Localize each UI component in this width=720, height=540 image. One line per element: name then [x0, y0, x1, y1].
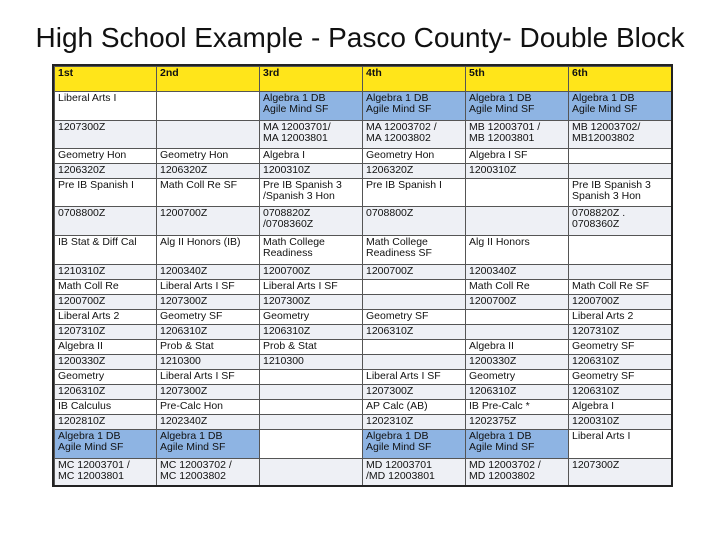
table-cell: IB Pre-Calc * [466, 400, 569, 415]
table-cell [363, 355, 466, 370]
table-cell: 1200700Z [363, 265, 466, 280]
table-cell: 1200330Z [55, 355, 157, 370]
table-cell [260, 385, 363, 400]
table-cell: 1200340Z [157, 265, 260, 280]
table-cell [466, 179, 569, 207]
table-cell: 1200340Z [466, 265, 569, 280]
table-cell [466, 207, 569, 236]
table-cell: Pre-Calc Hon [157, 400, 260, 415]
table-cell: Geometry SF [569, 340, 672, 355]
period-header: 6th [569, 67, 672, 92]
table-cell: Liberal Arts I SF [157, 280, 260, 295]
table-cell: Liberal Arts 2 [569, 310, 672, 325]
table-row [55, 207, 672, 236]
table-row [55, 400, 672, 415]
table-cell: 1200310Z [569, 415, 672, 430]
table-cell: 1206310Z [260, 325, 363, 340]
table-cell: 1206320Z [363, 164, 466, 179]
table-cell: 0708800Z [363, 207, 466, 236]
table-cell: 1206310Z [569, 355, 672, 370]
table-cell: Algebra II [55, 340, 157, 355]
table-row [55, 92, 672, 121]
table-cell: Algebra 1 DB Agile Mind SF [466, 430, 569, 459]
table-cell: IB Calculus [55, 400, 157, 415]
table-cell: 0708800Z [55, 207, 157, 236]
table-cell [569, 164, 672, 179]
table-cell: 1200700Z [569, 295, 672, 310]
table-row [55, 430, 672, 459]
table-cell: Prob & Stat [157, 340, 260, 355]
table-cell: Pre IB Spanish 3 /Spanish 3 Hon [260, 179, 363, 207]
table-row [55, 459, 672, 488]
table-cell: 1202810Z [55, 415, 157, 430]
table-cell: 1206320Z [55, 164, 157, 179]
table-cell: Geometry Hon [55, 149, 157, 164]
table-cell: MA 12003701/ MA 12003801 [260, 121, 363, 149]
table-row [55, 340, 672, 355]
table-cell: Math College Readiness SF [363, 236, 466, 265]
table-cell [569, 236, 672, 265]
table-cell: 1207300Z [157, 295, 260, 310]
table-cell: Geometry SF [157, 310, 260, 325]
table-cell: 1202340Z [157, 415, 260, 430]
table-cell [363, 340, 466, 355]
table-cell: Algebra 1 DB Agile Mind SF [363, 430, 466, 459]
table-cell [569, 149, 672, 164]
table-row [55, 164, 672, 179]
table-cell: Geometry [260, 310, 363, 325]
table-cell [569, 265, 672, 280]
table-row [55, 265, 672, 280]
table-cell: Geometry SF [363, 310, 466, 325]
table-cell: Algebra I [569, 400, 672, 415]
table-cell: Math Coll Re SF [569, 280, 672, 295]
table-cell: Liberal Arts I [55, 92, 157, 121]
table-cell [260, 430, 363, 459]
table-row [55, 355, 672, 370]
table-cell: Liberal Arts I SF [363, 370, 466, 385]
period-header: 2nd [157, 67, 260, 92]
table-cell: 1210310Z [55, 265, 157, 280]
table-cell: 1207300Z [569, 459, 672, 488]
table-cell: 1206310Z [569, 385, 672, 400]
table-row [55, 370, 672, 385]
table-cell: Math Coll Re SF [157, 179, 260, 207]
table-cell: Algebra I [260, 149, 363, 164]
header-row [55, 67, 672, 92]
table-cell: 1207300Z [157, 385, 260, 400]
table-cell: MA 12003702 / MA 12003802 [363, 121, 466, 149]
table-cell: 1206310Z [157, 325, 260, 340]
table-cell: Algebra 1 DB Agile Mind SF [466, 92, 569, 121]
table-row [55, 325, 672, 340]
table-row [55, 236, 672, 265]
table-cell: 1206310Z [466, 385, 569, 400]
table-cell [260, 459, 363, 488]
table-cell: IB Stat & Diff Cal [55, 236, 157, 265]
table-cell [363, 280, 466, 295]
slide-title: High School Example - Pasco County- Double Block [35, 22, 685, 53]
table-row [55, 385, 672, 400]
table-cell: 1207310Z [569, 325, 672, 340]
table-cell: Geometry [55, 370, 157, 385]
table-cell [260, 370, 363, 385]
table-cell [157, 121, 260, 149]
table-cell: Liberal Arts I SF [157, 370, 260, 385]
table-cell: 1200330Z [466, 355, 569, 370]
table-cell: Liberal Arts 2 [55, 310, 157, 325]
table-cell: 1210300 [157, 355, 260, 370]
table-cell: 0708820Z . 0708360Z [569, 207, 672, 236]
table-cell: 1207300Z [55, 121, 157, 149]
table-cell: 1210300 [260, 355, 363, 370]
table-cell: Algebra 1 DB Agile Mind SF [363, 92, 466, 121]
table-cell [260, 415, 363, 430]
table-cell: Math College Readiness [260, 236, 363, 265]
table-cell: 1200310Z [260, 164, 363, 179]
table-cell: 1202375Z [466, 415, 569, 430]
table-row [55, 310, 672, 325]
table-row [55, 149, 672, 164]
table-cell: 1206310Z [55, 385, 157, 400]
table-row [55, 121, 672, 149]
table-cell: 1200700Z [466, 295, 569, 310]
table-row [55, 295, 672, 310]
table-cell: Math Coll Re [55, 280, 157, 295]
table-cell: MD 12003702 / MD 12003802 [466, 459, 569, 488]
table-cell: Algebra 1 DB Agile Mind SF [55, 430, 157, 459]
table-cell: Algebra 1 DB Agile Mind SF [260, 92, 363, 121]
table-cell: MB 12003702/ MB12003802 [569, 121, 672, 149]
table-cell: 1200700Z [55, 295, 157, 310]
table-cell: MC 12003702 / MC 12003802 [157, 459, 260, 488]
table-cell: Algebra II [466, 340, 569, 355]
table-row [55, 179, 672, 207]
table-row [55, 415, 672, 430]
table-cell: Geometry SF [569, 370, 672, 385]
table-cell [466, 325, 569, 340]
table-cell: Algebra 1 DB Agile Mind SF [157, 430, 260, 459]
period-header: 3rd [260, 67, 363, 92]
table-cell: Pre IB Spanish I [55, 179, 157, 207]
table-cell: 1200310Z [466, 164, 569, 179]
table-cell: 1207310Z [55, 325, 157, 340]
schedule-table-container [52, 64, 673, 487]
table-cell [260, 400, 363, 415]
table-cell: Math Coll Re [466, 280, 569, 295]
period-header: 1st [55, 67, 157, 92]
table-cell: 1206310Z [363, 325, 466, 340]
table-cell: 1202310Z [363, 415, 466, 430]
table-cell: MB 12003701 / MB 12003801 [466, 121, 569, 149]
table-cell: 1206320Z [157, 164, 260, 179]
period-header: 4th [363, 67, 466, 92]
table-cell: Alg II Honors (IB) [157, 236, 260, 265]
schedule-table [54, 66, 672, 487]
table-cell: AP Calc (AB) [363, 400, 466, 415]
table-cell: 1207300Z [260, 295, 363, 310]
table-cell: 1200700Z [157, 207, 260, 236]
table-cell: Geometry [466, 370, 569, 385]
table-cell: Prob & Stat [260, 340, 363, 355]
table-cell: MD 12003701 /MD 12003801 [363, 459, 466, 488]
table-cell: Alg II Honors [466, 236, 569, 265]
period-header: 5th [466, 67, 569, 92]
table-cell [466, 310, 569, 325]
table-cell: Geometry Hon [157, 149, 260, 164]
table-cell: 1200700Z [260, 265, 363, 280]
table-cell: Algebra 1 DB Agile Mind SF [569, 92, 672, 121]
table-row [55, 280, 672, 295]
table-cell [157, 92, 260, 121]
table-cell: MC 12003701 / MC 12003801 [55, 459, 157, 488]
table-cell: Liberal Arts I [569, 430, 672, 459]
schedule-table-body [55, 92, 672, 488]
table-cell: 0708820Z /0708360Z [260, 207, 363, 236]
table-cell [363, 295, 466, 310]
table-cell: Algebra I SF [466, 149, 569, 164]
table-cell: 1207300Z [363, 385, 466, 400]
table-cell: Pre IB Spanish I [363, 179, 466, 207]
table-cell: Geometry Hon [363, 149, 466, 164]
table-cell: Pre IB Spanish 3 Spanish 3 Hon [569, 179, 672, 207]
table-cell: Liberal Arts I SF [260, 280, 363, 295]
